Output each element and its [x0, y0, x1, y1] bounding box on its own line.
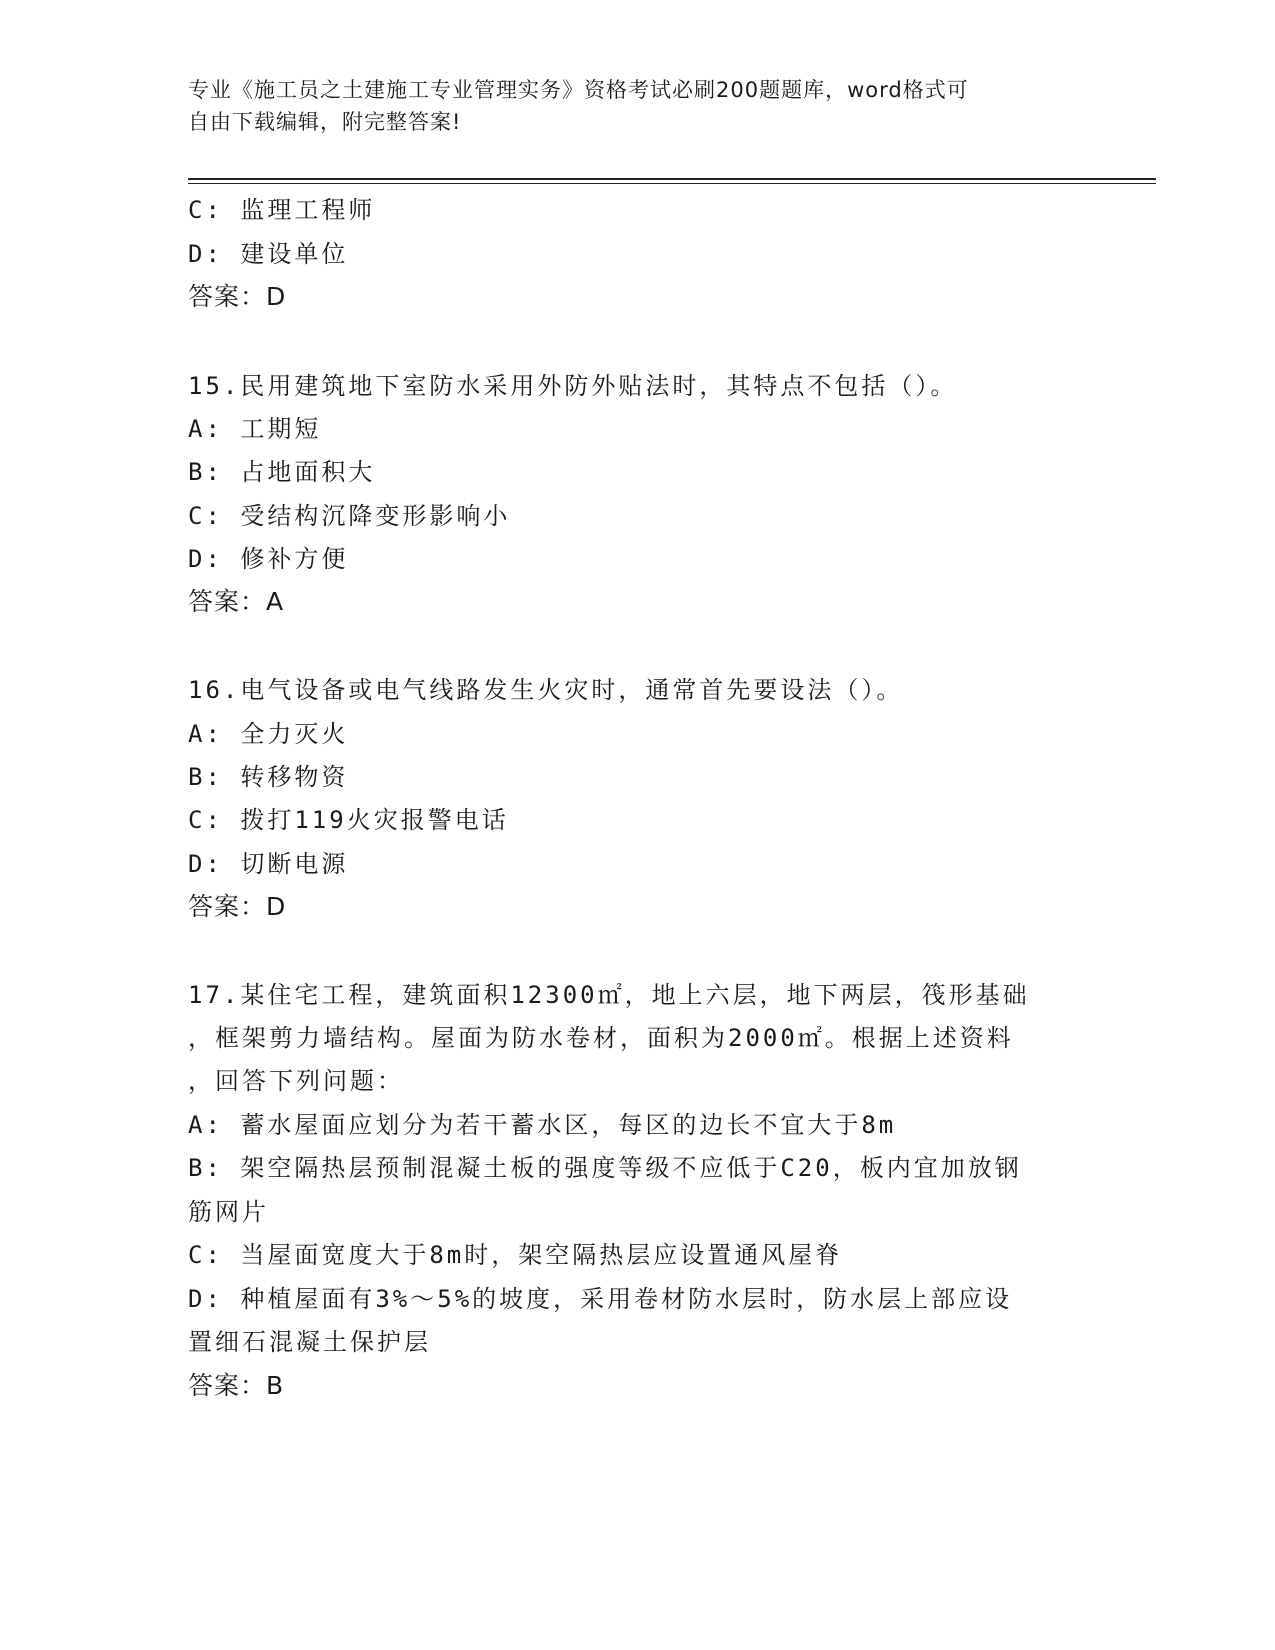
- q15-question: 15.民用建筑地下室防水采用外防外贴法时，其特点不包括（）。: [188, 372, 958, 400]
- q17-option-c: C: 当屋面宽度大于8m时，架空隔热层应设置通风屋脊: [188, 1241, 843, 1269]
- q17-option-a: A: 蓄水屋面应划分为若干蓄水区，每区的边长不宜大于8m: [188, 1111, 897, 1139]
- document-header: [188, 74, 1088, 138]
- q14-answer: 答案：D: [188, 282, 287, 311]
- header-rule-thick: [188, 178, 1156, 180]
- q14-option-d: D: 建设单位: [188, 240, 349, 268]
- header-line-2: 自由下载编辑，附完整答案!: [188, 110, 462, 134]
- q16-option-c: C: 拨打119火灾报警电话: [188, 806, 509, 834]
- q17-question-line-3: ，回答下列问题：: [188, 1067, 404, 1095]
- header-rule-thin: [188, 183, 1156, 184]
- q17-option-d-line-1: D: 种植屋面有3%～5%的坡度，采用卷材防水层时，防水层上部应设: [188, 1285, 1013, 1313]
- q17-option-b-line-1: B: 架空隔热层预制混凝土板的强度等级不应低于C20，板内宜加放钢: [188, 1154, 1022, 1182]
- q14-option-c: C: 监理工程师: [188, 196, 376, 224]
- q17-question-line-1: 17.某住宅工程，建筑面积12300㎡，地上六层，地下两层，筏形基础: [188, 981, 1030, 1009]
- q17-option-b-line-2: 筋网片: [188, 1198, 269, 1226]
- q16-option-d: D: 切断电源: [188, 850, 349, 878]
- q17-option-d-line-2: 置细石混凝土保护层: [188, 1328, 431, 1356]
- q16-option-a: A: 全力灭火: [188, 720, 349, 748]
- q15-option-c: C: 受结构沉降变形影响小: [188, 502, 511, 530]
- q15-option-d: D: 修补方便: [188, 545, 349, 573]
- header-line-1: 专业《施工员之土建施工专业管理实务》资格考试必刷200题题库，word格式可: [188, 78, 969, 102]
- q17-question-line-2: ，框架剪力墙结构。屋面为防水卷材，面积为2000㎡。根据上述资料: [188, 1024, 1014, 1052]
- q16-question: 16.电气设备或电气线路发生火灾时，通常首先要设法（）。: [188, 676, 904, 704]
- q16-answer: 答案：D: [188, 892, 287, 921]
- q17-answer: 答案：B: [188, 1371, 285, 1400]
- q16-option-b: B: 转移物资: [188, 763, 349, 791]
- q15-option-a: A: 工期短: [188, 415, 322, 443]
- q15-option-b: B: 占地面积大: [188, 458, 376, 486]
- q15-answer: 答案：A: [188, 587, 285, 616]
